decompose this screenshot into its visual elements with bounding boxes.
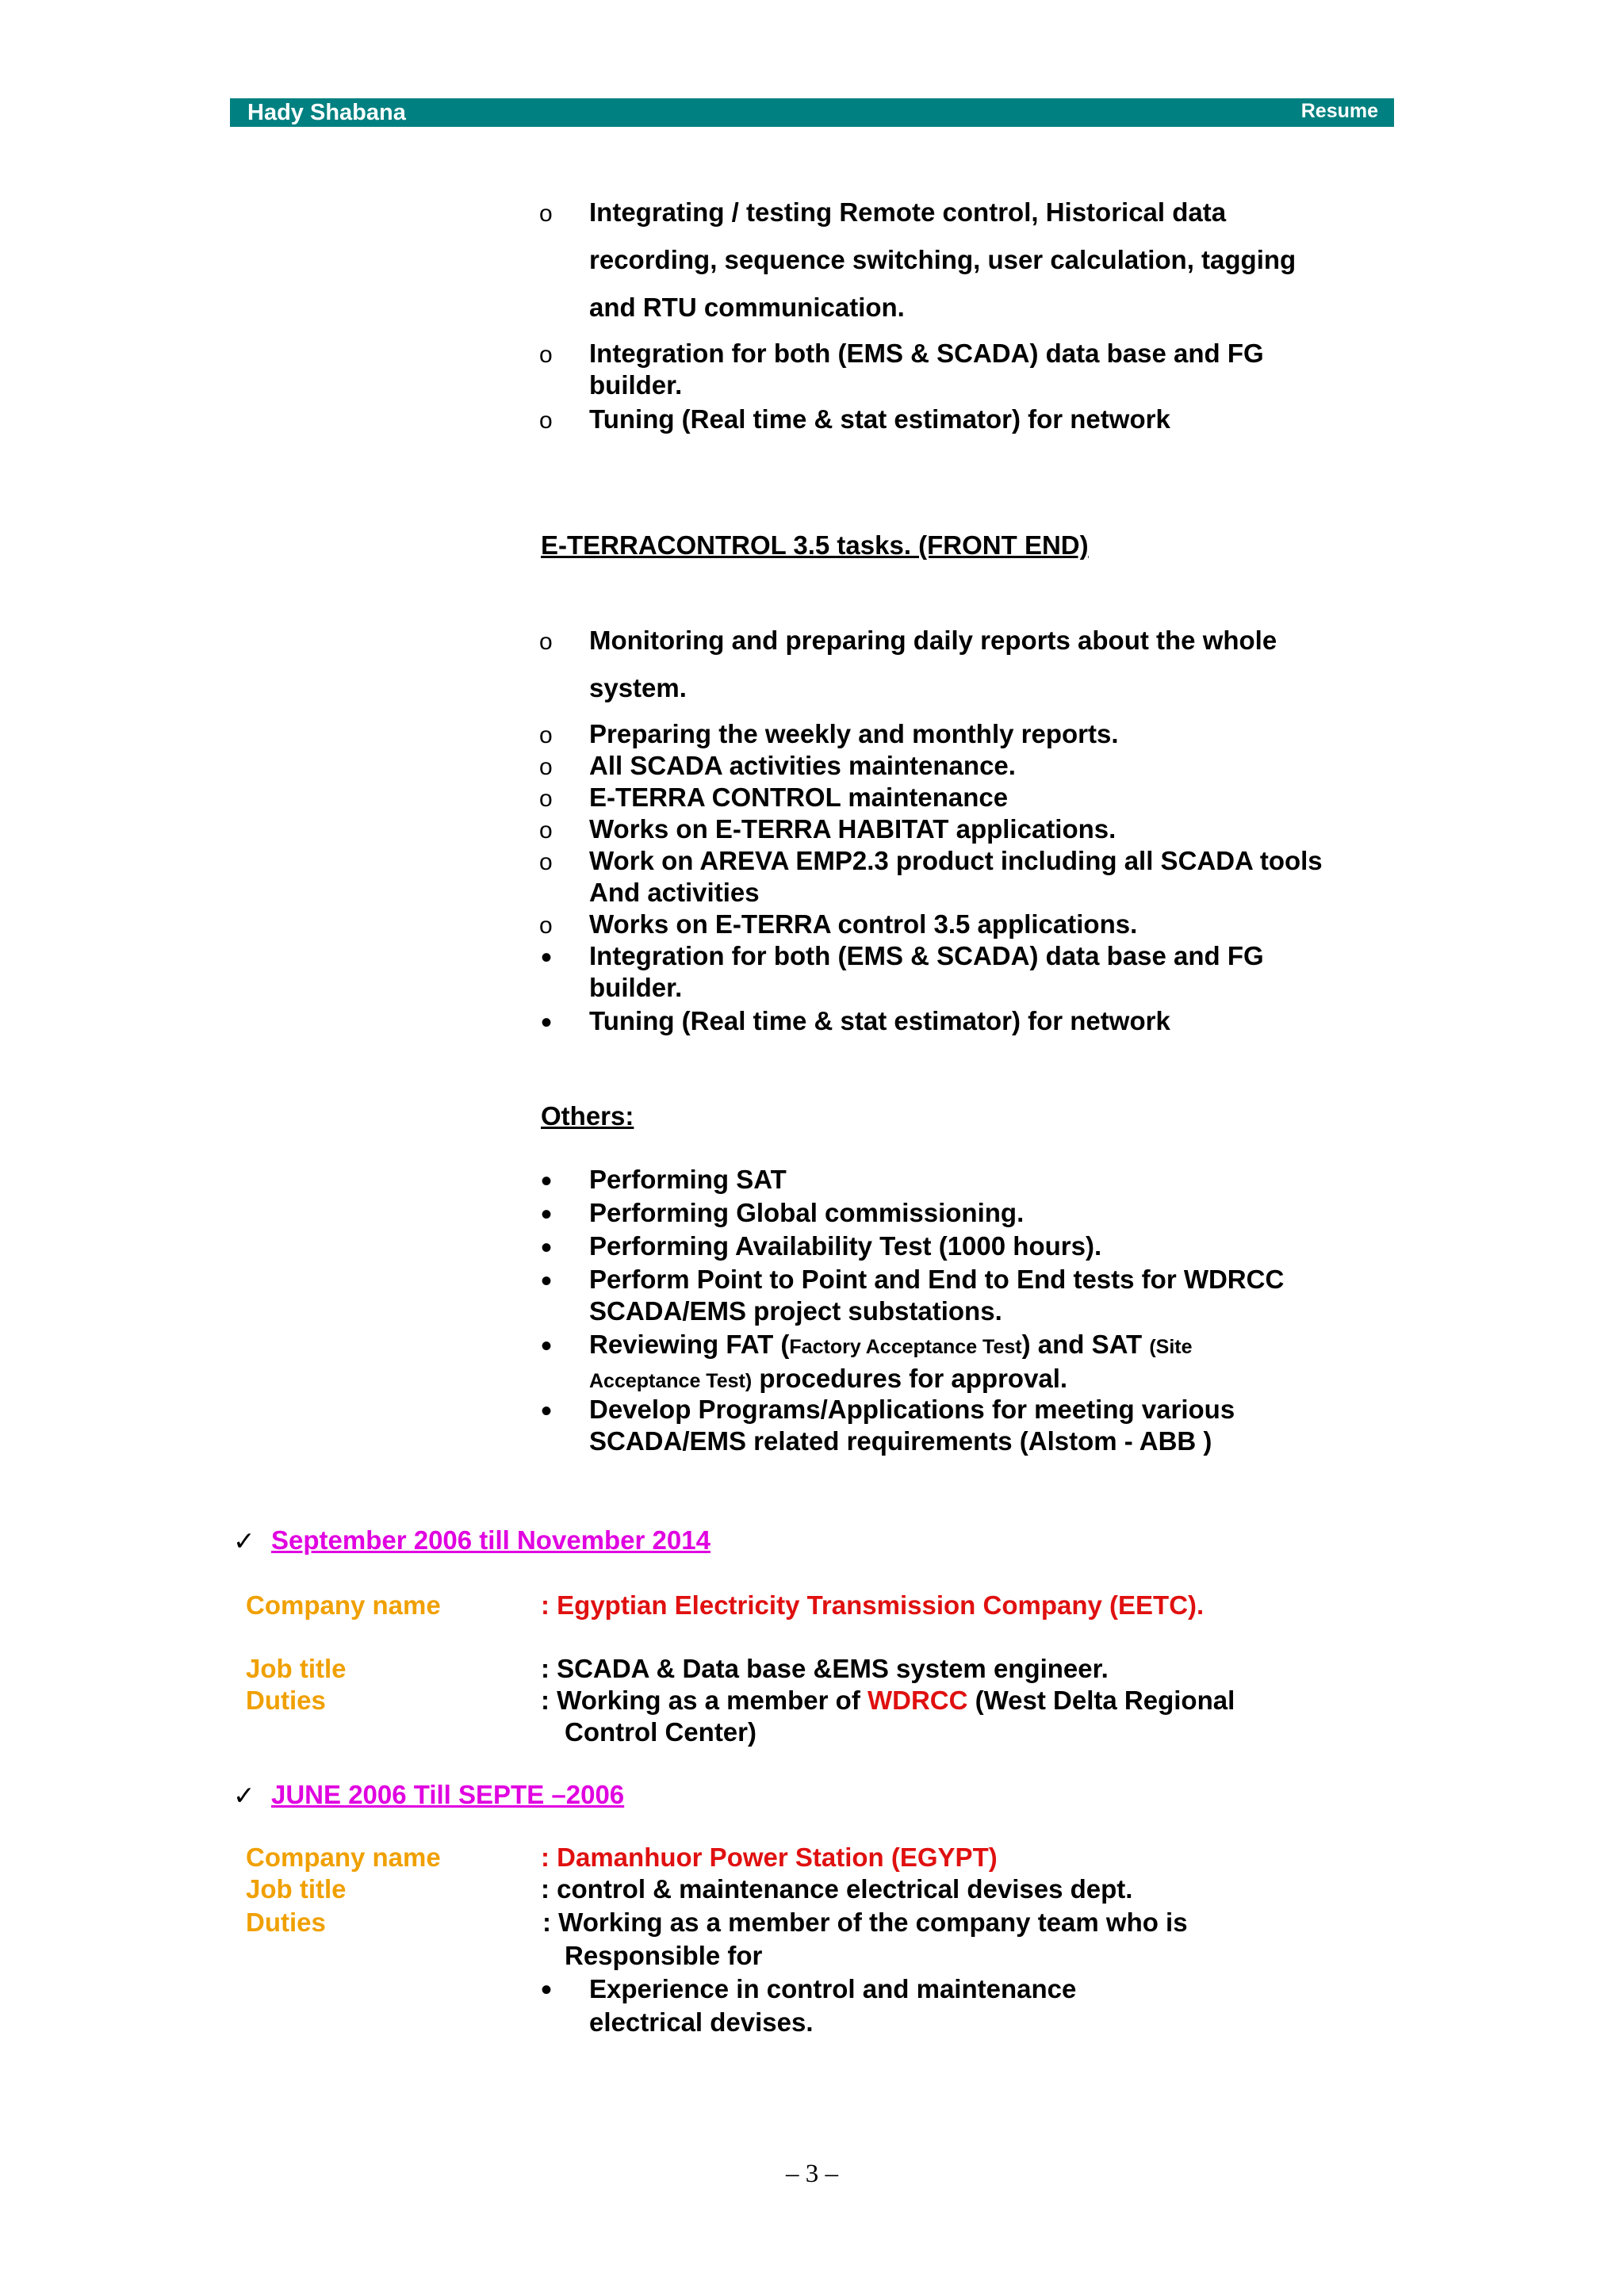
company-name-value: : Damanhuor Power Station (EGYPT) <box>541 1843 998 1872</box>
job-title-value: : SCADA & Data base &EMS system engineer. <box>541 1654 1109 1683</box>
list-item-line: Integrating / testing Remote control, Historical data <box>589 197 1227 227</box>
text-run: procedures for approval. <box>752 1364 1068 1393</box>
list-item-line: Works on E-TERRA HABITAT applications. <box>589 814 1116 844</box>
list-item <box>589 404 1170 435</box>
text-run-small: Factory Acceptance Test <box>789 1336 1022 1358</box>
list-item <box>589 617 1277 712</box>
list-item-line: Tuning (Real time & stat estimator) for network <box>589 404 1170 434</box>
list-item-line: Works on E-TERRA control 3.5 applications. <box>589 909 1138 939</box>
list-item-line: Tuning (Real time & stat estimator) for network <box>589 1006 1170 1035</box>
list-item-line: Performing Availability Test (1000 hours). <box>589 1231 1102 1261</box>
bullet-icon: • <box>541 1973 553 2007</box>
circle-bullet-icon: o <box>539 786 553 812</box>
list-item <box>589 1197 1024 1229</box>
check-icon: ✓ <box>233 1781 255 1810</box>
circle-bullet-icon: o <box>539 754 553 780</box>
list-item-line: SCADA/EMS related requirements (Alstom - ABB ) <box>589 1426 1212 1456</box>
list-item <box>589 750 1016 782</box>
list-item-line: builder. <box>589 973 683 1002</box>
list-item-line: All SCADA activities maintenance. <box>589 751 1016 780</box>
list-item-line: electrical devises. <box>589 2007 814 2037</box>
author-name: Hady Shabana <box>247 100 406 125</box>
section-heading-eterra: E-TERRACONTROL 3.5 tasks. (FRONT END) <box>541 530 1089 560</box>
bullet-icon: • <box>541 1005 553 1040</box>
list-item-line: and RTU communication. <box>589 293 905 322</box>
job-period-2: JUNE 2006 Till SEPTE –2006 <box>271 1780 625 1809</box>
company-name-value: : Egyptian Electricity Transmission Company (EETC). <box>541 1590 1205 1620</box>
list-item-line: builder. <box>589 370 683 400</box>
list-item-line: Monitoring and preparing daily reports about the whole <box>589 626 1277 655</box>
list-item <box>589 845 1323 909</box>
check-icon: ✓ <box>233 1526 255 1556</box>
list-item <box>589 909 1137 940</box>
list-item-line: Performing SAT <box>589 1165 787 1194</box>
text-run: Reviewing FAT ( <box>589 1330 790 1359</box>
circle-bullet-icon: o <box>539 849 553 875</box>
list-item <box>589 189 1296 331</box>
job-title-label: Job title <box>246 1874 347 1904</box>
list-item-line: Preparing the weekly and monthly reports. <box>589 719 1119 748</box>
list-item <box>589 1264 1284 1327</box>
circle-bullet-icon: o <box>539 913 553 939</box>
company-name-label: Company name <box>246 1843 441 1872</box>
section-heading-others: Others: <box>541 1101 634 1131</box>
circle-bullet-icon: o <box>539 408 553 434</box>
duties-value-line-2: Control Center) <box>565 1717 756 1747</box>
list-item-line: SCADA/EMS project substations. <box>589 1296 1002 1326</box>
bullet-icon: • <box>541 1197 553 1232</box>
list-item-line: Work on AREVA EMP2.3 product including all SCADA tools <box>589 846 1323 875</box>
document-type: Resume <box>1300 100 1378 122</box>
list-item <box>589 338 1264 401</box>
duties-value-line-2: Responsible for <box>565 1941 763 1970</box>
list-item-line: Perform Point to Point and End to End tests for WDRCC <box>589 1265 1285 1294</box>
list-item <box>589 718 1119 750</box>
list-item-line <box>589 1363 1193 1397</box>
duties-label: Duties <box>246 1686 326 1715</box>
bullet-icon: • <box>541 1394 553 1429</box>
text-run-small: Acceptance Test) <box>589 1370 753 1392</box>
list-item <box>589 1394 1235 1457</box>
circle-bullet-icon: o <box>539 629 553 655</box>
list-item-line: Integration for both (EMS & SCADA) data base and FG <box>589 339 1264 368</box>
list-item <box>589 1973 1076 2039</box>
list-item-line: Experience in control and maintenance <box>589 1974 1077 2003</box>
bullet-icon: • <box>541 940 553 975</box>
circle-bullet-icon: o <box>539 342 553 368</box>
list-item-line: E-TERRA CONTROL maintenance <box>589 783 1009 812</box>
list-item <box>589 1005 1170 1037</box>
bullet-icon: • <box>541 1329 553 1364</box>
list-item-line: Integration for both (EMS & SCADA) data base and FG <box>589 941 1264 970</box>
list-item-line <box>589 1329 1193 1363</box>
list-item-line: Performing Global commissioning. <box>589 1198 1025 1227</box>
text-run: (West Delta Regional <box>967 1686 1235 1715</box>
circle-bullet-icon: o <box>539 722 553 748</box>
list-item-line: And activities <box>589 878 760 907</box>
job-title-label: Job title <box>246 1654 347 1683</box>
circle-bullet-icon: o <box>539 201 553 227</box>
company-name-label: Company name <box>246 1590 441 1620</box>
duties-value: : Working as a member of the company team who is <box>542 1908 1188 1937</box>
page-number: – 3 – <box>786 2160 838 2188</box>
list-item <box>589 1164 787 1196</box>
highlighted-text: WDRCC <box>867 1686 968 1715</box>
bullet-icon: • <box>541 1264 553 1299</box>
page-header-bar <box>230 98 1394 127</box>
list-item <box>589 1230 1101 1262</box>
circle-bullet-icon: o <box>539 817 553 844</box>
job-period-1: September 2006 till November 2014 <box>271 1525 710 1555</box>
list-item <box>589 813 1116 845</box>
list-item-fat-sat <box>589 1329 1193 1397</box>
list-item-line: recording, sequence switching, user calculation, tagging <box>589 245 1297 274</box>
text-run-small: (Site <box>1149 1336 1193 1358</box>
list-item-line: system. <box>589 673 687 702</box>
text-run: : Working as a member of <box>541 1686 868 1715</box>
duties-label: Duties <box>246 1908 326 1937</box>
bullet-icon: • <box>541 1230 553 1265</box>
list-item <box>589 782 1008 813</box>
list-item <box>589 940 1264 1004</box>
text-run: ) and SAT <box>1021 1330 1150 1359</box>
bullet-icon: • <box>541 1164 553 1199</box>
list-item-line: Develop Programs/Applications for meeting various <box>589 1395 1235 1424</box>
job-title-value: : control & maintenance electrical devises dept. <box>541 1874 1133 1904</box>
duties-value <box>541 1686 1235 1716</box>
